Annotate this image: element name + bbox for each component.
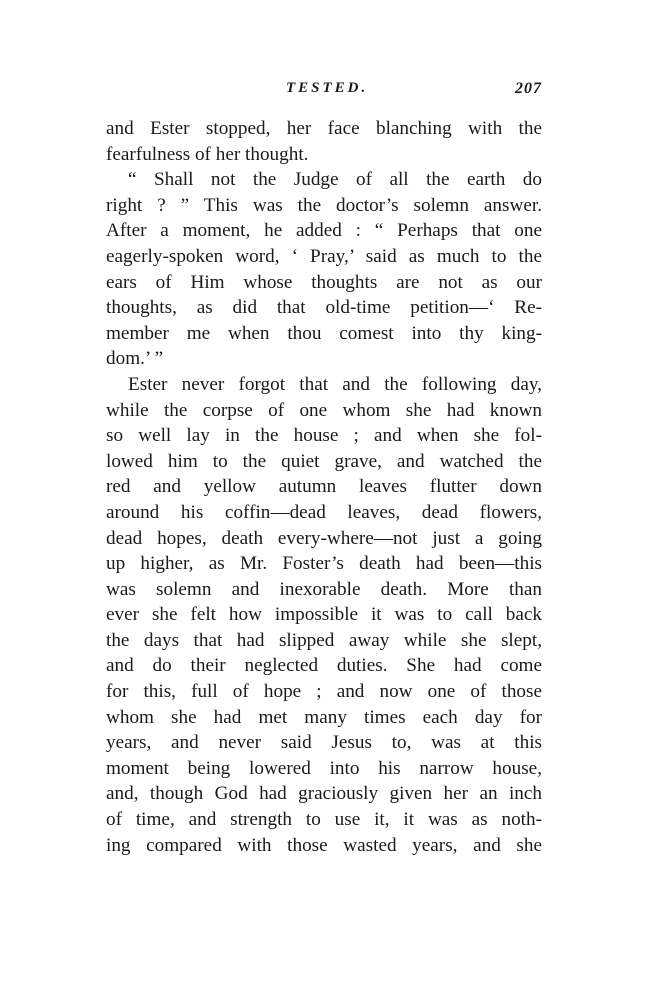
text-line: fearfulness of her thought. (106, 143, 309, 165)
text-line: years, and never said Jesus to, was at this (106, 732, 542, 754)
text-line: ever she felt how impossible it was to call back (106, 604, 542, 626)
text-line: and Ester stopped, her face blanching with the (106, 118, 542, 139)
running-title: TESTED. (286, 80, 369, 96)
text-line: while the corpse of one whom she had known (106, 399, 542, 421)
text-line: around his coffin—dead leaves, dead flowers, (106, 501, 542, 523)
text-line: red and yellow autumn leaves flutter down (106, 476, 542, 498)
text-line: eagerly-spoken word, ‘ Pray,’ said as much to the (106, 245, 542, 267)
text-line: the days that had slipped away while she slept, (106, 629, 542, 651)
text-line: dom.’ ” (106, 348, 164, 370)
text-line: so well lay in the house ; and when she fol- (106, 425, 542, 447)
text-line: up higher, as Mr. Foster’s death had been—this (106, 553, 542, 575)
text-line: of time, and strength to use it, it was as noth- (106, 809, 542, 831)
text-line: “ Shall not the Judge of all the earth do (128, 169, 542, 191)
text-line: and do their neglected duties. She had come (106, 655, 542, 677)
text-line: ears of Him whose thoughts are not as our (106, 271, 542, 293)
text-line: member me when thou comest into thy king- (106, 322, 542, 344)
text-line: whom she had met many times each day for (106, 706, 542, 728)
text-line: and, though God had graciously given her an inch (106, 783, 542, 805)
text-line: thoughts, as did that old-time petition—‘ Re- (106, 297, 542, 319)
text-line: dead hopes, death every-where—not just a going (106, 527, 542, 549)
text-line: right ? ” This was the doctor’s solemn answer. (106, 194, 542, 216)
body-text (106, 116, 542, 858)
page-number: 207 (515, 80, 542, 97)
text-line: for this, full of hope ; and now one of those (106, 681, 542, 703)
text-line: After a moment, he added : “ Perhaps that one (106, 220, 542, 242)
running-head (106, 80, 542, 104)
text-line: Ester never forgot that and the following day, (128, 373, 542, 395)
text-line: moment being lowered into his narrow house, (106, 757, 542, 779)
text-line: was solemn and inexorable death. More than (106, 578, 542, 600)
text-line: ing compared with those wasted years, and she (106, 834, 542, 856)
text-line: lowed him to the quiet grave, and watched the (106, 450, 542, 472)
